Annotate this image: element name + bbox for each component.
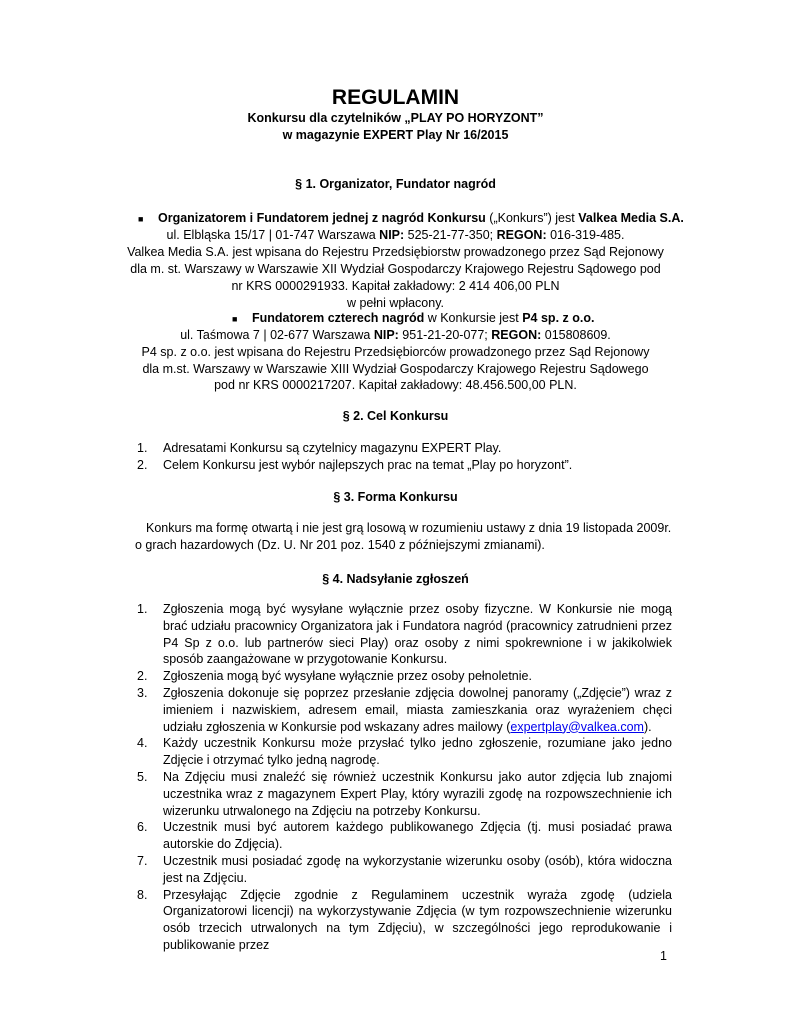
list-item: 1. Zgłoszenia mogą być wysyłane wyłącznie przez osoby fizyczne. W Konkursie nie mogą brać udziału pracownicy Organizatora jak i Fundatora nagród (pracownicy zatrudnieni przez P4 Sp z o.o. lub partnerów sieci Play) oraz osoby z nimi spokrewnione i w jakikolwiek sposób zaangażowane w przygotowanie Konkursu. [137,602,672,667]
organizer-bullet: ■ Organizatorem i Fundatorem jednej z nagród Konkursu („Konkurs”) jest Valkea Media S.A. [138,211,684,225]
list-item: 7. Uczestnik musi posiadać zgodę na wykorzystanie wizerunku osoby (osób), która widoczna jest na Zdjęciu. [137,853,672,885]
organizer-registry-line: Valkea Media S.A. jest wpisana do Rejestru Przedsiębiorstw prowadzonego przez Sąd Rejonowy [127,245,664,259]
bullet-square-icon: ■ [232,313,238,324]
list-item: 4. Każdy uczestnik Konkursu może przysłać tylko jedno zgłoszenie, rozumiane jako jedno Zdjęcie i otrzymać tylko jedną nagrodę. [137,736,672,768]
section-3-paragraph-line: Konkurs ma formę otwartą i nie jest grą losową w rozumieniu ustawy z dnia 19 listopada 2009r. [146,521,672,535]
founder-address: ul. Taśmowa 7 | 02-677 Warszawa NIP: 951-21-20-077; REGON: 015808609. [180,328,611,342]
founder-registry-line: P4 sp. z o.o. jest wpisana do Rejestru Przedsiębiorców prowadzonego przez Sąd Rejonowy [141,345,650,359]
founder-registry-line: pod nr KRS 0000217207. Kapitał zakładowy: 48.456.500,00 PLN. [214,378,577,392]
section-1-heading: § 1. Organizator, Fundator nagród [295,177,496,191]
organizer-registry-line: nr KRS 0000291933. Kapitał zakładowy: 2 414 406,00 PLN [231,279,560,293]
document-subtitle-issue: w magazynie EXPERT Play Nr 16/2015 [282,128,509,142]
document-subtitle: Konkursu dla czytelników „PLAY PO HORYZONT” [247,111,544,125]
list-item: 5. Na Zdjęciu musi znaleźć się również uczestnik Konkursu jako autor zdjęcia lub znajomi uczestnika wraz z magazynem Expert Play, który wyrazili zgodę na rozpowszechnienie ich wizerunku utrwalonego na Zdjęciu na potrzeby Konkursu. [137,769,672,818]
section-4-heading: § 4. Nadsyłanie zgłoszeń [322,572,469,586]
section-3-heading: § 3. Forma Konkursu [333,490,458,504]
list-item: 2. Zgłoszenia mogą być wysyłane wyłącznie przez osoby pełnoletnie. [137,669,532,684]
section-3-paragraph-line: o grach hazardowych (Dz. U. Nr 201 poz. 1540 z późniejszymi zmianami). [135,538,545,552]
founder-registry-line: dla m.st. Warszawy w Warszawie XIII Wydział Gospodarczy Krajowego Rejestru Sądowego [142,362,649,376]
organizer-registry-line: dla m. st. Warszawy w Warszawie XII Wydział Gospodarczy Krajowego Rejestru Sądowego pod [130,262,661,276]
founder-bullet: ■ Fundatorem czterech nagród w Konkursie jest P4 sp. z o.o. [232,311,595,325]
list-item: 6. Uczestnik musi być autorem każdego publikowanego Zdjęcia (tj. musi posiadać prawa autorskie do Zdjęcia). [137,820,672,852]
section-4-list [137,601,672,954]
email-link[interactable]: expertplay@valkea.com [510,719,644,734]
section-2-heading: § 2. Cel Konkursu [342,409,449,423]
organizer-address: ul. Elbląska 15/17 | 01-747 Warszawa NIP: 525-21-77-350; REGON: 016-319-485. [166,228,625,242]
bullet-square-icon: ■ [138,213,144,224]
list-item: 8. Przesyłając Zdjęcie zgodnie z Regulaminem uczestnik wyraża zgodę (udziela Organizatorowi licencji) na wykorzystywanie Zdjęcia (w tym rozpowszechnienie wizerunku osób trzecich utrwalonych na tym Zdjęciu), w szczególności jego reprodukowanie i publikowanie przez [137,887,672,952]
list-item: 2. Celem Konkursu jest wybór najlepszych prac na temat „Play po horyzont”. [137,457,573,472]
organizer-registry-line: w pełni wpłacony. [346,296,445,310]
page-number: 1 [660,949,667,963]
list-item: 1. Adresatami Konkursu są czytelnicy magazynu EXPERT Play. [137,441,502,455]
document-title: REGULAMIN [331,86,460,109]
section-2-list [137,440,672,474]
list-item: 3. Zgłoszenia dokonuje się poprzez przesłanie zdjęcia dowolnej panoramy („Zdjęcie”) wraz z imieniem i nazwiskiem, adresem email, miasta zamieszkania oraz wyrażeniem chęci udziału zgłoszenia w Konkursie pod wskazany adres mailowy (expertplay@valkea.com). [137,685,672,734]
